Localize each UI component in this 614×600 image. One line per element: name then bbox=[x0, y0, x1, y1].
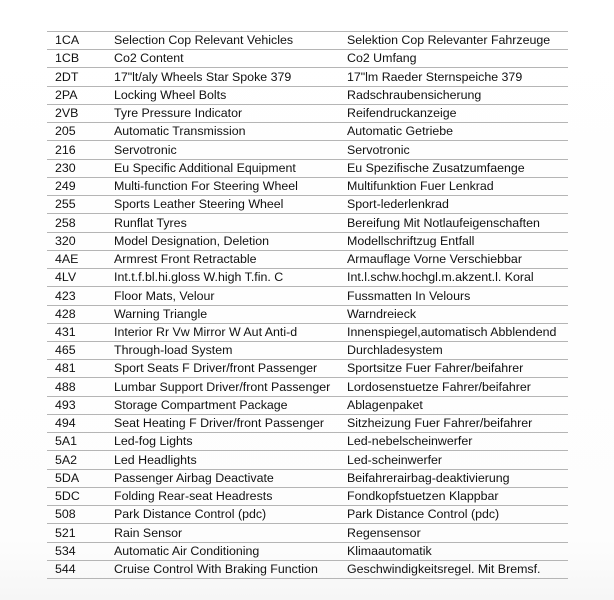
option-name-en: Eu Specific Additional Equipment bbox=[114, 159, 347, 177]
option-code: 521 bbox=[47, 524, 114, 542]
option-code: 493 bbox=[47, 396, 114, 414]
table-row bbox=[47, 341, 568, 359]
option-code: 465 bbox=[47, 341, 114, 359]
option-code: 230 bbox=[47, 159, 114, 177]
option-code: 508 bbox=[47, 506, 114, 524]
option-name-en: Automatic Transmission bbox=[114, 123, 347, 141]
option-name-de: Eu Spezifische Zusatzumfaenge bbox=[347, 159, 568, 177]
option-name-en: Runflat Tyres bbox=[114, 214, 347, 232]
table-row bbox=[47, 506, 568, 524]
option-name-de: Radschraubensicherung bbox=[347, 86, 568, 104]
option-code: 320 bbox=[47, 232, 114, 250]
option-code: 4AE bbox=[47, 250, 114, 268]
option-name-en: Model Designation, Deletion bbox=[114, 232, 347, 250]
option-name-de: Durchladesystem bbox=[347, 341, 568, 359]
option-name-en: Selection Cop Relevant Vehicles bbox=[114, 32, 347, 50]
option-name-de: Innenspiegel,automatisch Abblendend bbox=[347, 323, 568, 341]
table-row bbox=[47, 86, 568, 104]
table-row bbox=[47, 50, 568, 68]
table-row bbox=[47, 305, 568, 323]
option-name-de: Int.l.schw.hochgl.m.akzent.l. Koral bbox=[347, 269, 568, 287]
option-code: 544 bbox=[47, 560, 114, 578]
options-table bbox=[47, 31, 568, 579]
option-name-de: Klimaautomatik bbox=[347, 542, 568, 560]
option-name-de: Warndreieck bbox=[347, 305, 568, 323]
option-name-en: Passenger Airbag Deactivate bbox=[114, 469, 347, 487]
option-name-en: Folding Rear-seat Headrests bbox=[114, 487, 347, 505]
option-name-de: Fussmatten In Velours bbox=[347, 287, 568, 305]
table-row bbox=[47, 524, 568, 542]
option-code: 488 bbox=[47, 378, 114, 396]
option-name-de: Sitzheizung Fuer Fahrer/beifahrer bbox=[347, 414, 568, 432]
table-row bbox=[47, 177, 568, 195]
option-name-de: 17"lm Raeder Sternspeiche 379 bbox=[347, 68, 568, 86]
option-name-en: Int.t.f.bl.hi.gloss W.high T.fin. C bbox=[114, 269, 347, 287]
option-code: 5DA bbox=[47, 469, 114, 487]
table-row bbox=[47, 414, 568, 432]
table-row bbox=[47, 378, 568, 396]
table-row bbox=[47, 68, 568, 86]
table-row bbox=[47, 469, 568, 487]
option-code: 1CB bbox=[47, 50, 114, 68]
option-code: 2VB bbox=[47, 104, 114, 122]
option-code: 4LV bbox=[47, 269, 114, 287]
option-name-de: Servotronic bbox=[347, 141, 568, 159]
table-row bbox=[47, 396, 568, 414]
option-name-en: Park Distance Control (pdc) bbox=[114, 506, 347, 524]
option-name-en: Floor Mats, Velour bbox=[114, 287, 347, 305]
option-code: 534 bbox=[47, 542, 114, 560]
option-name-de: Beifahrerairbag-deaktivierung bbox=[347, 469, 568, 487]
table-row bbox=[47, 542, 568, 560]
option-code: 249 bbox=[47, 177, 114, 195]
option-name-en: Led-fog Lights bbox=[114, 433, 347, 451]
table-row bbox=[47, 123, 568, 141]
table-row bbox=[47, 269, 568, 287]
option-name-en: Tyre Pressure Indicator bbox=[114, 104, 347, 122]
option-name-en: 17"lt/aly Wheels Star Spoke 379 bbox=[114, 68, 347, 86]
option-name-en: Locking Wheel Bolts bbox=[114, 86, 347, 104]
option-code: 5A2 bbox=[47, 451, 114, 469]
option-name-de: Led-nebelscheinwerfer bbox=[347, 433, 568, 451]
table-row bbox=[47, 232, 568, 250]
option-name-de: Automatic Getriebe bbox=[347, 123, 568, 141]
table-row bbox=[47, 323, 568, 341]
option-name-en: Armrest Front Retractable bbox=[114, 250, 347, 268]
table-row bbox=[47, 487, 568, 505]
option-code: 2DT bbox=[47, 68, 114, 86]
option-name-de: Reifendruckanzeige bbox=[347, 104, 568, 122]
option-name-en: Cruise Control With Braking Function bbox=[114, 560, 347, 578]
table-row bbox=[47, 159, 568, 177]
table-row bbox=[47, 196, 568, 214]
option-name-en: Sports Leather Steering Wheel bbox=[114, 196, 347, 214]
table-row bbox=[47, 214, 568, 232]
table-row bbox=[47, 560, 568, 578]
option-code: 5DC bbox=[47, 487, 114, 505]
table-row bbox=[47, 250, 568, 268]
option-name-de: Ablagenpaket bbox=[347, 396, 568, 414]
options-table-body bbox=[47, 32, 568, 579]
option-code: 205 bbox=[47, 123, 114, 141]
table-row bbox=[47, 32, 568, 50]
option-name-de: Park Distance Control (pdc) bbox=[347, 506, 568, 524]
option-code: 5A1 bbox=[47, 433, 114, 451]
option-name-de: Armauflage Vorne Verschiebbar bbox=[347, 250, 568, 268]
option-code: 423 bbox=[47, 287, 114, 305]
option-name-de: Fondkopfstuetzen Klappbar bbox=[347, 487, 568, 505]
table-row bbox=[47, 287, 568, 305]
option-name-en: Led Headlights bbox=[114, 451, 347, 469]
option-name-de: Selektion Cop Relevanter Fahrzeuge bbox=[347, 32, 568, 50]
option-code: 428 bbox=[47, 305, 114, 323]
table-row bbox=[47, 433, 568, 451]
option-name-en: Sport Seats F Driver/front Passenger bbox=[114, 360, 347, 378]
option-name-en: Multi-function For Steering Wheel bbox=[114, 177, 347, 195]
option-code: 2PA bbox=[47, 86, 114, 104]
table-row bbox=[47, 141, 568, 159]
option-name-en: Seat Heating F Driver/front Passenger bbox=[114, 414, 347, 432]
option-code: 255 bbox=[47, 196, 114, 214]
option-code: 216 bbox=[47, 141, 114, 159]
option-name-de: Multifunktion Fuer Lenkrad bbox=[347, 177, 568, 195]
option-name-en: Interior Rr Vw Mirror W Aut Anti-d bbox=[114, 323, 347, 341]
option-name-en: Co2 Content bbox=[114, 50, 347, 68]
option-name-en: Storage Compartment Package bbox=[114, 396, 347, 414]
option-name-en: Servotronic bbox=[114, 141, 347, 159]
table-row bbox=[47, 360, 568, 378]
option-code: 258 bbox=[47, 214, 114, 232]
option-code: 431 bbox=[47, 323, 114, 341]
option-name-de: Sport-lederlenkrad bbox=[347, 196, 568, 214]
option-code: 494 bbox=[47, 414, 114, 432]
option-name-en: Automatic Air Conditioning bbox=[114, 542, 347, 560]
option-name-de: Co2 Umfang bbox=[347, 50, 568, 68]
option-name-de: Lordosenstuetze Fahrer/beifahrer bbox=[347, 378, 568, 396]
table-row bbox=[47, 451, 568, 469]
option-name-en: Lumbar Support Driver/front Passenger bbox=[114, 378, 347, 396]
option-code: 1CA bbox=[47, 32, 114, 50]
table-row bbox=[47, 104, 568, 122]
option-name-en: Rain Sensor bbox=[114, 524, 347, 542]
option-name-de: Regensensor bbox=[347, 524, 568, 542]
option-code: 481 bbox=[47, 360, 114, 378]
option-name-en: Through-load System bbox=[114, 341, 347, 359]
option-name-en: Warning Triangle bbox=[114, 305, 347, 323]
option-name-de: Modellschriftzug Entfall bbox=[347, 232, 568, 250]
option-name-de: Geschwindigkeitsregel. Mit Bremsf. bbox=[347, 560, 568, 578]
option-name-de: Led-scheinwerfer bbox=[347, 451, 568, 469]
option-name-de: Sportsitze Fuer Fahrer/beifahrer bbox=[347, 360, 568, 378]
option-name-de: Bereifung Mit Notlaufeigenschaften bbox=[347, 214, 568, 232]
